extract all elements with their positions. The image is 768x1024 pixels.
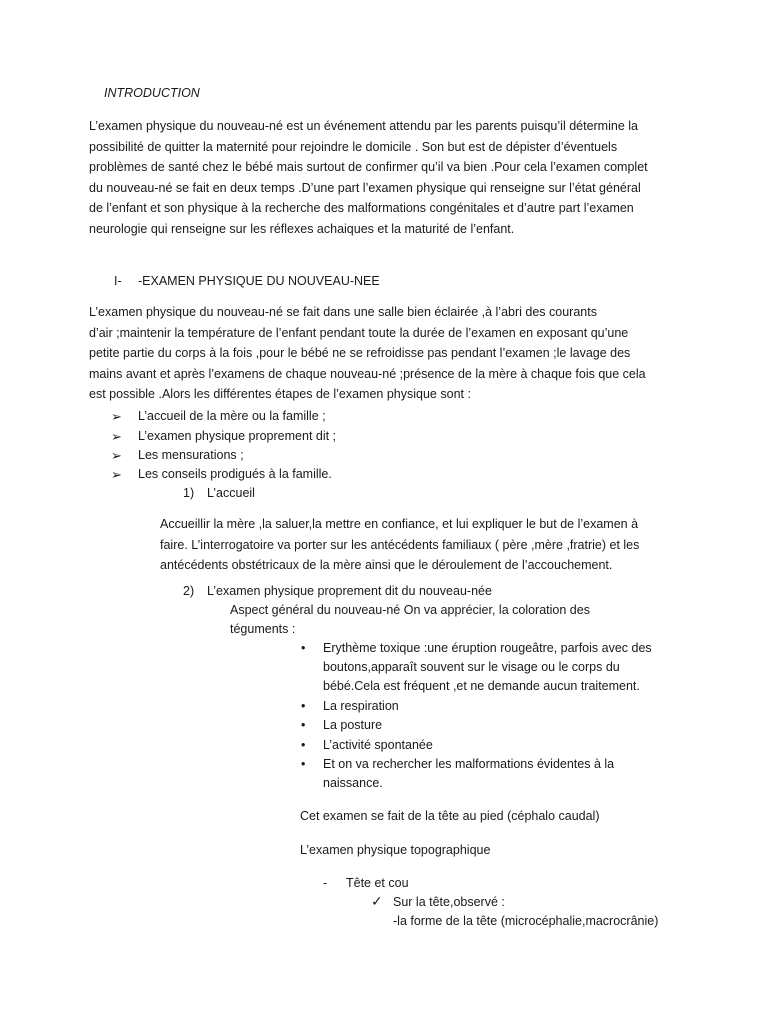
- intro-line: L’examen physique du nouveau-né est un événement attendu par les parents puisqu’il détermine la: [89, 119, 638, 133]
- bullet-item: La respiration: [323, 699, 399, 713]
- check-icon: ✓: [371, 893, 383, 909]
- step-item: Les conseils prodigués à la famille.: [138, 467, 332, 481]
- section-line: d’air ;maintenir la température de l’enfant pendant toute la durée de l’examen en exposant qu’une: [89, 325, 629, 340]
- intro-heading: INTRODUCTION: [104, 86, 200, 100]
- aspect-line: Aspect général du nouveau-né On va apprécier, la coloration des: [230, 603, 590, 617]
- accueil-paragraph: [160, 514, 760, 576]
- intro-line: possibilité de quitter la maternité pour rejoindre le domicile . Son but est de dépister d’éventuels: [89, 139, 618, 154]
- bullet-icon: •: [301, 757, 306, 771]
- arrow-bullet-icon: ➢: [111, 467, 122, 482]
- bullet-item: La posture: [323, 718, 383, 732]
- arrow-bullet-icon: ➢: [111, 429, 122, 444]
- bullet-item-continuation: naissance.: [323, 776, 383, 790]
- intro-line: problèmes de santé chez le bébé mais surtout de confirmer qu’il va bien .Pour cela l’examen complet: [89, 160, 648, 174]
- bullet-icon: •: [301, 718, 306, 732]
- section-line: mains avant et après l’examens de chaque nouveau-né ;présence de la mère à chaque fois que cela: [89, 366, 646, 381]
- subsection-number: 2): [183, 584, 195, 598]
- arrow-bullet-icon: ➢: [111, 409, 122, 424]
- subsection-title: L’examen physique proprement dit du nouveau-née: [207, 584, 492, 598]
- topo-heading: L’examen physique topographique: [300, 843, 491, 857]
- bullet-item-continuation: boutons,apparaît souvent sur le visage ou le corps du: [323, 660, 620, 674]
- arrow-bullet-icon: ➢: [111, 448, 122, 463]
- bullet-icon: •: [301, 699, 306, 713]
- step-item: L’accueil de la mère ou la famille ;: [138, 409, 326, 423]
- bullet-item: Et on va rechercher les malformations évidentes à la: [323, 757, 615, 771]
- bullet-item: L’activité spontanée: [323, 738, 433, 752]
- step-item: L’examen physique proprement dit ;: [138, 429, 337, 443]
- intro-line: de l’enfant et son physique à la recherche des malformations congénitales et d’autre part l’examen: [89, 201, 634, 215]
- section-title: -EXAMEN PHYSIQUE DU NOUVEAU-NEE: [138, 274, 380, 288]
- dash-marker: -: [323, 876, 328, 890]
- section-line: est possible .Alors les différentes étapes de l’examen physique sont :: [89, 387, 471, 401]
- cephalo-text: Cet examen se fait de la tête au pied (céphalo caudal): [300, 809, 600, 823]
- section-number: I-: [114, 274, 122, 288]
- bullet-item: Erythème toxique :une éruption rougeâtre, parfois avec des: [323, 641, 652, 655]
- subsection-title: L’accueil: [207, 486, 255, 500]
- subsection-number: 1): [183, 486, 195, 500]
- tete-cou-item: Tête et cou: [346, 876, 409, 890]
- step-item: Les mensurations ;: [138, 448, 244, 462]
- section-line: L’examen physique du nouveau-né se fait dans une salle bien éclairée ,à l’abri des courants: [89, 305, 597, 319]
- accueil-line: antécédents obstétricaux de la mère ainsi que le déroulement de l’accouchement.: [160, 558, 613, 572]
- bullet-icon: •: [301, 641, 306, 655]
- sur-tete-item: Sur la tête,observé :: [393, 895, 505, 909]
- section-line: petite partie du corps à la fois ,pour le bébé ne se refroidisse pas pendant l’examen ;le lavage des: [89, 346, 631, 360]
- section-paragraph: [89, 302, 689, 405]
- forme-tete-item: -la forme de la tête (microcéphalie,macrocrânie): [393, 914, 659, 928]
- accueil-line: faire. L’interrogatoire va porter sur les antécédents familiaux ( père ,mère ,fratrie) et les: [160, 537, 640, 552]
- intro-paragraph: [89, 116, 689, 239]
- aspect-line: téguments :: [230, 622, 296, 636]
- accueil-line: Accueillir la mère ,la saluer,la mettre en confiance, et lui expliquer le but de l’examen à: [160, 517, 639, 531]
- intro-line: du nouveau-né se fait en deux temps .D’une part l’examen physique qui renseigne sur l’état général: [89, 180, 641, 195]
- bullet-item-continuation: bébé.Cela est fréquent ,et ne demande aucun traitement.: [323, 679, 640, 693]
- bullet-icon: •: [301, 738, 306, 752]
- intro-line: neurologie qui renseigne sur les réflexes achaiques et la maturité de l’enfant.: [89, 221, 515, 236]
